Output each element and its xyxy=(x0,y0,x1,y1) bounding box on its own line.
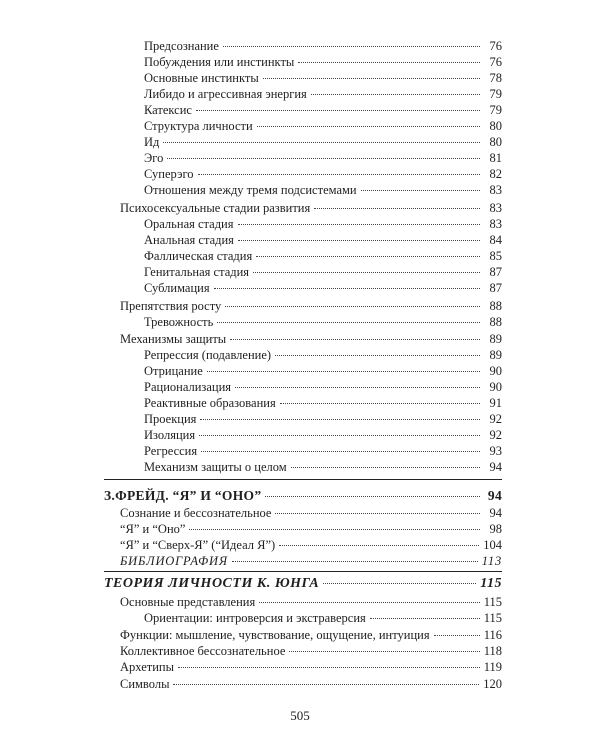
toc-entry: Оральная стадия 83 xyxy=(144,217,502,231)
toc-entry: Основные инстинкты 78 xyxy=(144,71,502,85)
toc-entry: Репрессия (подавление) 89 xyxy=(144,348,502,362)
toc-entry: Реактивные образования 91 xyxy=(144,396,502,410)
toc-entry: Фаллическая стадия 85 xyxy=(144,249,502,263)
toc-entry: Отношения между тремя подсистемами 83 xyxy=(144,183,502,197)
toc-entry: Основные представления 115 xyxy=(120,595,502,609)
toc-entry: Суперэго 82 xyxy=(144,167,502,181)
toc-entry: Сублимация 87 xyxy=(144,281,502,295)
toc-entry: Изоляция 92 xyxy=(144,428,502,442)
toc-entry: Отрицание 90 xyxy=(144,364,502,378)
toc-entry: Проекция 92 xyxy=(144,412,502,426)
toc-entry: “Я” и “Сверх-Я” (“Идеал Я”) 104 xyxy=(120,538,502,552)
toc-entry: Предсознание 76 xyxy=(144,39,502,53)
toc-entry: Ид 80 xyxy=(144,135,502,149)
toc-entry: Функции: мышление, чувствование, ощущение, интуиция 116 xyxy=(120,628,502,642)
toc-entry: Препятствия росту 88 xyxy=(120,299,502,313)
toc-entry: Побуждения или инстинкты 76 xyxy=(144,55,502,69)
section-divider xyxy=(104,571,502,572)
toc-entry: Психосексуальные стадии развития 83 xyxy=(120,201,502,215)
toc-entry: Архетипы 119 xyxy=(120,660,502,674)
toc-section-heading: ТЕОРИЯ ЛИЧНОСТИ К. ЮНГА 115 xyxy=(104,576,502,591)
toc-entry: Либидо и агрессивная энергия 79 xyxy=(144,87,502,101)
toc-entry: Сознание и бессознательное 94 xyxy=(120,506,502,520)
toc-entry: Символы 120 xyxy=(120,677,502,691)
toc-entry: Механизмы защиты 89 xyxy=(120,332,502,346)
toc-entry: Рационализация 90 xyxy=(144,380,502,394)
toc-entry: “Я” и “Оно” 98 xyxy=(120,522,502,536)
toc-entry: Механизм защиты о целом 94 xyxy=(144,460,502,474)
toc-entry: Анальная стадия 84 xyxy=(144,233,502,247)
toc-bibliography: БИБЛИОГРАФИЯ 113 xyxy=(120,554,502,568)
toc-entry: Генитальная стадия 87 xyxy=(144,265,502,279)
toc-section-heading: З.ФРЕЙД. “Я” И “ОНО” 94 xyxy=(104,488,502,503)
toc-entry: Эго 81 xyxy=(144,151,502,165)
toc-entry: Катексис 79 xyxy=(144,103,502,117)
toc-entry: Тревожность 88 xyxy=(144,315,502,329)
page-number: 505 xyxy=(290,708,310,723)
toc-entry: Коллективное бессознательное 118 xyxy=(120,644,502,658)
toc-entry: Регрессия 93 xyxy=(144,444,502,458)
section-divider xyxy=(104,479,502,480)
toc-entry: Ориентации: интроверсия и экстраверсия 115 xyxy=(144,611,502,625)
toc-entry: Структура личности 80 xyxy=(144,119,502,133)
